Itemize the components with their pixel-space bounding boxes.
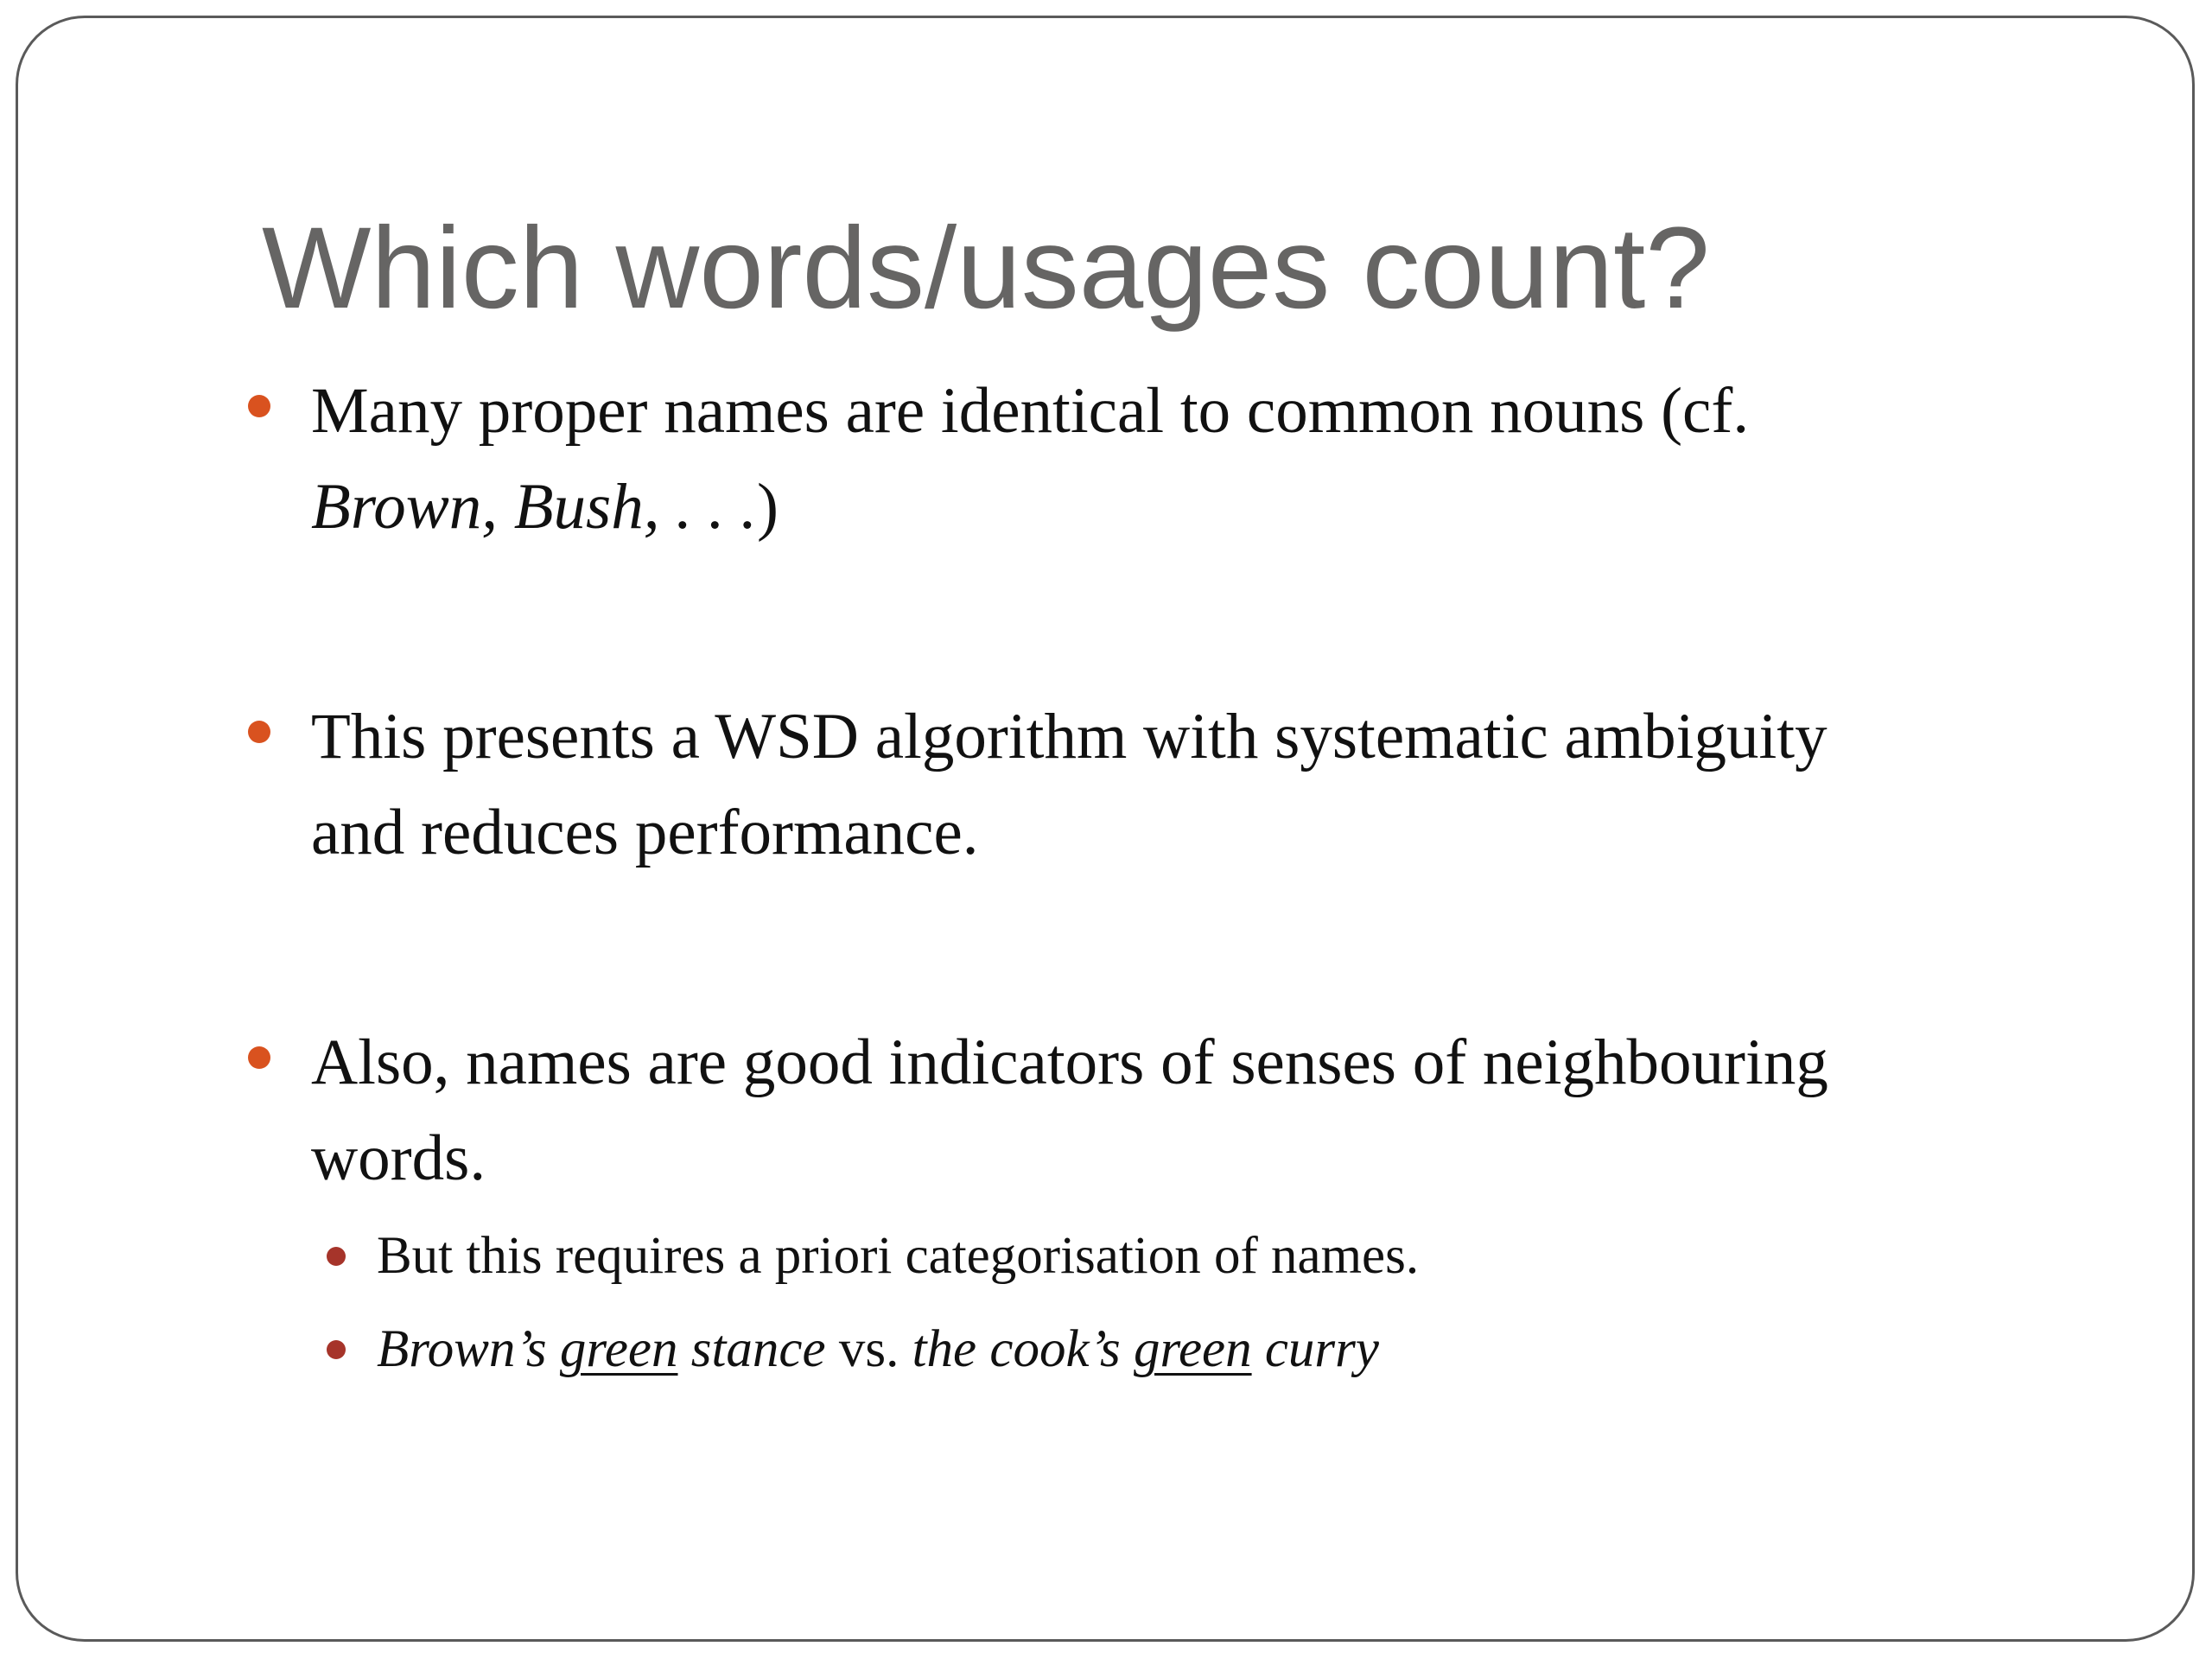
sub-bullet-text: But this requires a priori categorisation of names. (377, 1227, 1420, 1285)
bullet-text-line2: words. (311, 1122, 486, 1194)
example-part-vs: vs. (825, 1320, 912, 1378)
example-part-the-cooks: the cook’s (912, 1320, 1134, 1378)
bullet-item-names-indicators (311, 1014, 2005, 1206)
example-part-curry: curry (1251, 1320, 1379, 1378)
example-part-browns: Brown’s (377, 1320, 560, 1378)
example-part-stance: stance (677, 1320, 826, 1378)
bullet-text-line2: and reduces performance. (311, 797, 979, 868)
example-part-green-underlined-2: green (1133, 1320, 1252, 1378)
sub-bullet-item-example (377, 1315, 2070, 1384)
sub-bullet-item-categorisation (377, 1222, 2070, 1291)
bullet-text-line1: This presents a WSD algorithm with systematic ambiguity (311, 701, 1827, 772)
bullet-dot-icon (248, 1046, 270, 1069)
bullet-text-italic: Brown, Bush, . . . (311, 471, 757, 543)
sub-bullet-dot-icon (327, 1247, 346, 1266)
example-part-green-underlined: green (559, 1320, 678, 1378)
sub-bullet-dot-icon (327, 1340, 346, 1359)
bullet-item-proper-names (311, 363, 2005, 555)
slide-title: Which words/usages count? (262, 204, 1710, 333)
bullet-text-close: ) (757, 471, 779, 543)
bullet-text-line1: Also, names are good indicators of senses of neighbouring (311, 1027, 1828, 1098)
bullet-text: Many proper names are identical to common nouns (cf. (311, 375, 1750, 447)
bullet-dot-icon (248, 721, 270, 743)
bullet-item-wsd-ambiguity (311, 689, 2005, 880)
bullet-dot-icon (248, 395, 270, 417)
